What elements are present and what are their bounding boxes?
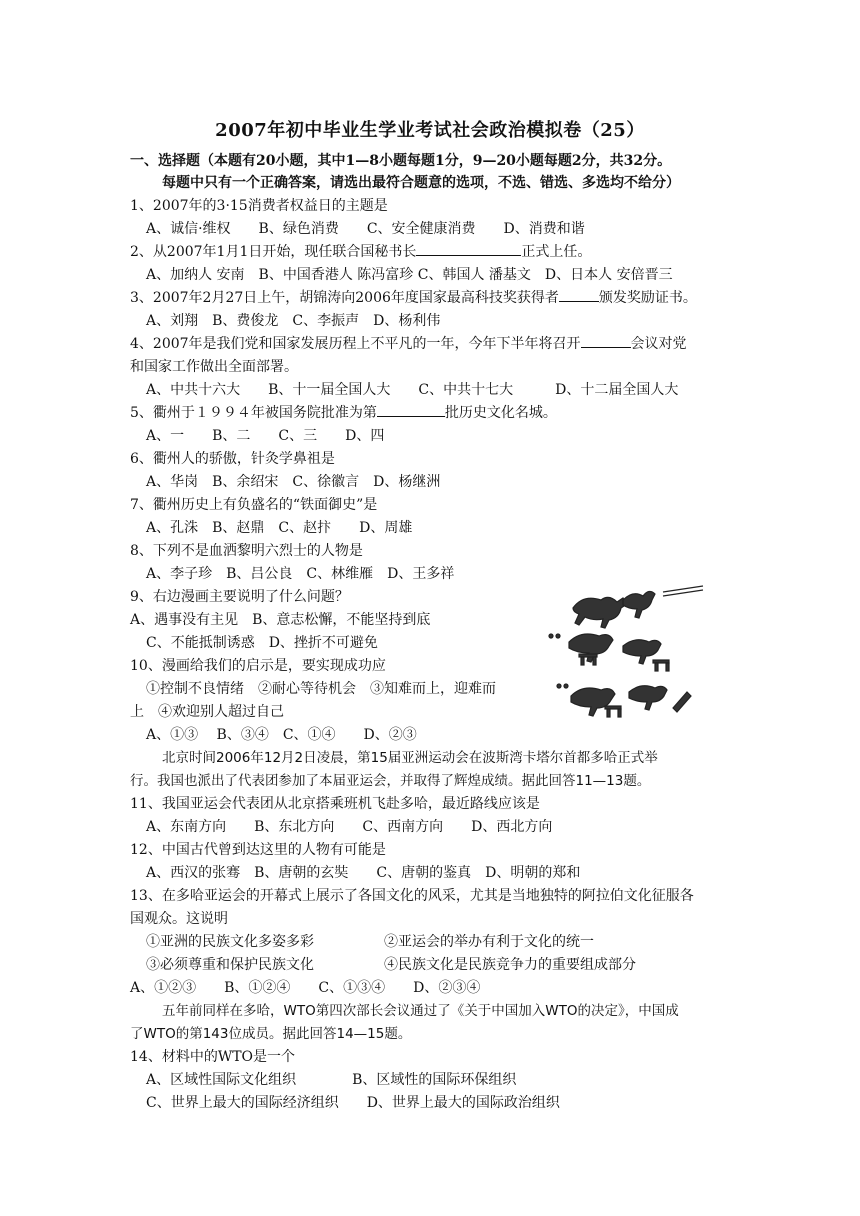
q6-stem: 6、衢州人的骄傲，针灸学鼻祖是 bbox=[130, 451, 335, 467]
q3-options: A、刘翔 B、费俊龙 C、李振声 D、杨利伟 bbox=[146, 313, 441, 329]
q13-stem: 13、在多哈亚运会的开幕式上展示了各国文化的风采，尤其是当地独特的阿拉伯文化征服各 bbox=[130, 888, 694, 904]
q5-stem: 5、衢州于１９９４年被国务院批准为第 批历史文化名城。 bbox=[130, 402, 557, 425]
passage-wto-line2: 了WTO的第143位成员。据此回答14—15题。 bbox=[130, 1026, 412, 1042]
q13-stem-cont: 国观众。这说明 bbox=[130, 911, 228, 927]
q7-stem: 7、衢州历史上有负盛名的“铁面御史”是 bbox=[130, 497, 378, 513]
passage-asian-games-line1: 北京时间2006年12月2日凌晨，第15届亚洲运动会在波斯湾卡塔尔首都多哈正式举 bbox=[162, 750, 658, 766]
q7-options: A、孔洙 B、赵鼎 C、赵抃 D、周雄 bbox=[146, 520, 413, 536]
answer-blank[interactable] bbox=[377, 402, 445, 417]
q14-options-b: C、世界上最大的国际经济组织 D、世界上最大的国际政治组织 bbox=[146, 1095, 560, 1111]
answer-blank[interactable] bbox=[559, 287, 599, 302]
q4-options: A、中共十六大 B、十一届全国人大 C、中共十七大 D、十二届全国人大 bbox=[146, 382, 679, 398]
q2-stem: 2、从2007年1月1日开始，现任联合国秘书长 正式上任。 bbox=[130, 241, 591, 264]
passage-wto-line1: 五年前同样在多哈，WTO第四次部长会议通过了《关于中国加入WTO的决定》，中国成 bbox=[162, 1003, 679, 1019]
q13-items-a: ①亚洲的民族文化多姿多彩 ②亚运会的举办有利于文化的统一 bbox=[146, 934, 594, 950]
answer-blank[interactable] bbox=[581, 333, 631, 348]
q8-stem: 8、下列不是血洒黎明六烈士的人物是 bbox=[130, 543, 363, 559]
q8-options: A、李子珍 B、吕公良 C、林维雁 D、王多祥 bbox=[146, 566, 455, 582]
q11-stem: 11、我国亚运会代表团从北京搭乘班机飞赴多哈，最近路线应该是 bbox=[130, 796, 540, 812]
q14-options-a: A、区域性国际文化组织 B、区域性的国际环保组织 bbox=[146, 1072, 517, 1088]
page-title: 2007年初中毕业生学业考试社会政治模拟卷（25） bbox=[215, 120, 645, 141]
q10-options: A、①③ B、③④ C、①④ D、②③ bbox=[146, 727, 417, 743]
q3-stem: 3、2007年2月27日上午，胡锦涛向2006年度国家最高科技奖获得者 颁发奖励证书。 bbox=[130, 287, 697, 310]
q6-options: A、华岗 B、余绍宋 C、徐徽言 D、杨继洲 bbox=[146, 474, 441, 490]
q9-options-b: C、不能抵制诱惑 D、挫折不可避免 bbox=[146, 635, 378, 651]
q12-stem: 12、中国古代曾到达这里的人物有可能是 bbox=[130, 842, 386, 858]
section-instructions: 每题中只有一个正确答案，请选出最符合题意的选项，不选、错选、多选均不给分） bbox=[162, 175, 680, 191]
q10-items-b: 上 ④欢迎别人超过自己 bbox=[130, 704, 284, 720]
q9-stem: 9、右边漫画主要说明了什么问题？ bbox=[130, 589, 349, 605]
horse-race-cartoon bbox=[545, 580, 710, 725]
q14-stem: 14、材料中的WTO是一个 bbox=[130, 1049, 296, 1065]
q2-options: A、加纳人 安南 B、中国香港人 陈冯富珍 C、韩国人 潘基文 D、日本人 安倍晋三 bbox=[146, 267, 673, 283]
q10-items-a: ①控制不良情绪 ②耐心等待机会 ③知难而上，迎难而 bbox=[146, 681, 496, 697]
q4-stem-cont: 和国家工作做出全面部署。 bbox=[130, 359, 298, 375]
q1-stem: 1、2007年的3·15消费者权益日的主题是 bbox=[130, 198, 388, 214]
q13-items-b: ③必须尊重和保护民族文化 ④民族文化是民族竞争力的重要组成部分 bbox=[146, 957, 636, 973]
passage-asian-games-line2: 行。我国也派出了代表团参加了本届亚运会，并取得了辉煌成绩。据此回答11—13题。 bbox=[130, 773, 651, 789]
cartoon-panel-2 bbox=[549, 634, 669, 671]
q9-options-a: A、遇事没有主见 B、意志松懈，不能坚持到底 bbox=[130, 612, 431, 628]
section-heading: 一、选择题（本题有20小题，其中1—8小题每题1分，9—20小题每题2分，共32分。 bbox=[130, 153, 672, 169]
cartoon-panel-1 bbox=[573, 586, 703, 628]
q1-options: A、诚信·维权 B、绿色消费 C、安全健康消费 D、消费和谐 bbox=[146, 221, 585, 237]
q12-options: A、西汉的张骞 B、唐朝的玄奘 C、唐朝的鉴真 D、明朝的郑和 bbox=[146, 865, 581, 881]
q10-stem: 10、漫画给我们的启示是，要实现成功应 bbox=[130, 658, 386, 674]
q11-options: A、东南方向 B、东北方向 C、西南方向 D、西北方向 bbox=[146, 819, 553, 835]
q5-options: A、一 B、二 C、三 D、四 bbox=[146, 428, 385, 444]
cartoon-panel-3 bbox=[557, 684, 691, 717]
answer-blank[interactable] bbox=[416, 241, 521, 256]
q4-stem: 4、2007年是我们党和国家发展历程上不平凡的一年，今年下半年将召开 会议对党 bbox=[130, 333, 687, 356]
q13-options: A、①②③ B、①②④ C、①③④ D、②③④ bbox=[130, 980, 481, 996]
